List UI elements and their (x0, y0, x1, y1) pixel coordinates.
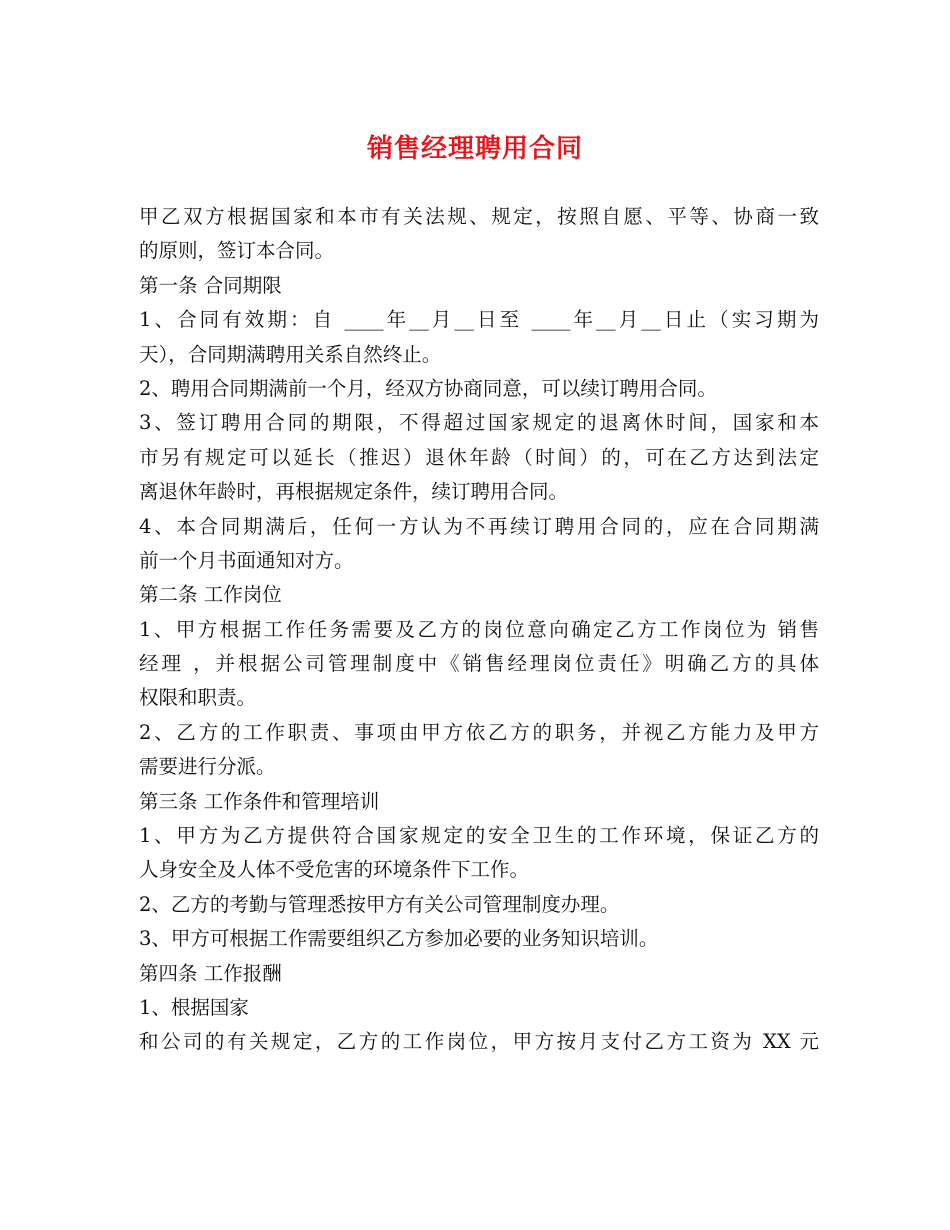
paragraph-line: 甲乙双方根据国家和本市有关法规、规定，按照自愿、平等、协商一致 (139, 205, 819, 228)
paragraph-line: 和公司的有关规定，乙方的工作岗位，甲方按月支付乙方工资为 XX 元 (139, 1030, 819, 1054)
paragraph-line: 1、甲方根据工作任务需要及乙方的岗位意向确定乙方工作岗位为 销售 (139, 617, 819, 641)
paragraph-line: 4、本合同期满后，任何一方认为不再续订聘用合同的，应在合同期满 (139, 514, 819, 538)
section-heading: 第一条 合同期限 (139, 273, 282, 297)
paragraph-line: 离退休年龄时，再根据规定条件，续订聘用合同。 (139, 480, 569, 504)
paragraph-line: 2、乙方的工作职责、事项由甲方依乙方的职务，并视乙方能力及甲方 (139, 720, 819, 744)
paragraph-line: 1、根据国家 (139, 995, 249, 1019)
paragraph-line: 1、合同有效期：自 ____年__月__日至 ____年__月__日止（实习期为 (139, 308, 819, 332)
paragraph-line: 需要进行分派。 (139, 755, 276, 779)
paragraph-line: 的原则，签订本合同。 (139, 239, 335, 263)
paragraph-line: 3、签订聘用合同的期限，不得超过国家规定的退离休时间，国家和本 (139, 411, 819, 435)
section-heading: 第四条 工作报酬 (139, 961, 282, 985)
document-title: 销售经理聘用合同 (366, 134, 583, 164)
paragraph-line: 2、乙方的考勤与管理悉按甲方有关公司管理制度办理。 (139, 892, 620, 916)
paragraph-line: 3、甲方可根据工作需要组织乙方参加必要的业务知识培训。 (139, 927, 659, 951)
paragraph-line: 天），合同期满聘用关系自然终止。 (139, 342, 442, 366)
paragraph-line: 权限和职责。 (139, 686, 257, 710)
document-body (139, 200, 819, 1060)
paragraph-line: 2、聘用合同期满前一个月，经双方协商同意，可以续订聘用合同。 (139, 376, 717, 400)
paragraph-line: 市另有规定可以延长（推迟）退休年龄（时间）的，可在乙方达到法定 (139, 445, 819, 469)
section-heading: 第三条 工作条件和管理培训 (139, 789, 380, 813)
paragraph-line: 前一个月书面通知对方。 (139, 548, 354, 572)
paragraph-line: 人身安全及人体不受危害的环境条件下工作。 (139, 858, 530, 882)
paragraph-line: 经理 ，并根据公司管理制度中《销售经理岗位责任》明确乙方的具体 (139, 652, 819, 676)
section-heading: 第二条 工作岗位 (139, 583, 282, 607)
paragraph-line: 1、甲方为乙方提供符合国家规定的安全卫生的工作环境，保证乙方的 (139, 824, 819, 848)
